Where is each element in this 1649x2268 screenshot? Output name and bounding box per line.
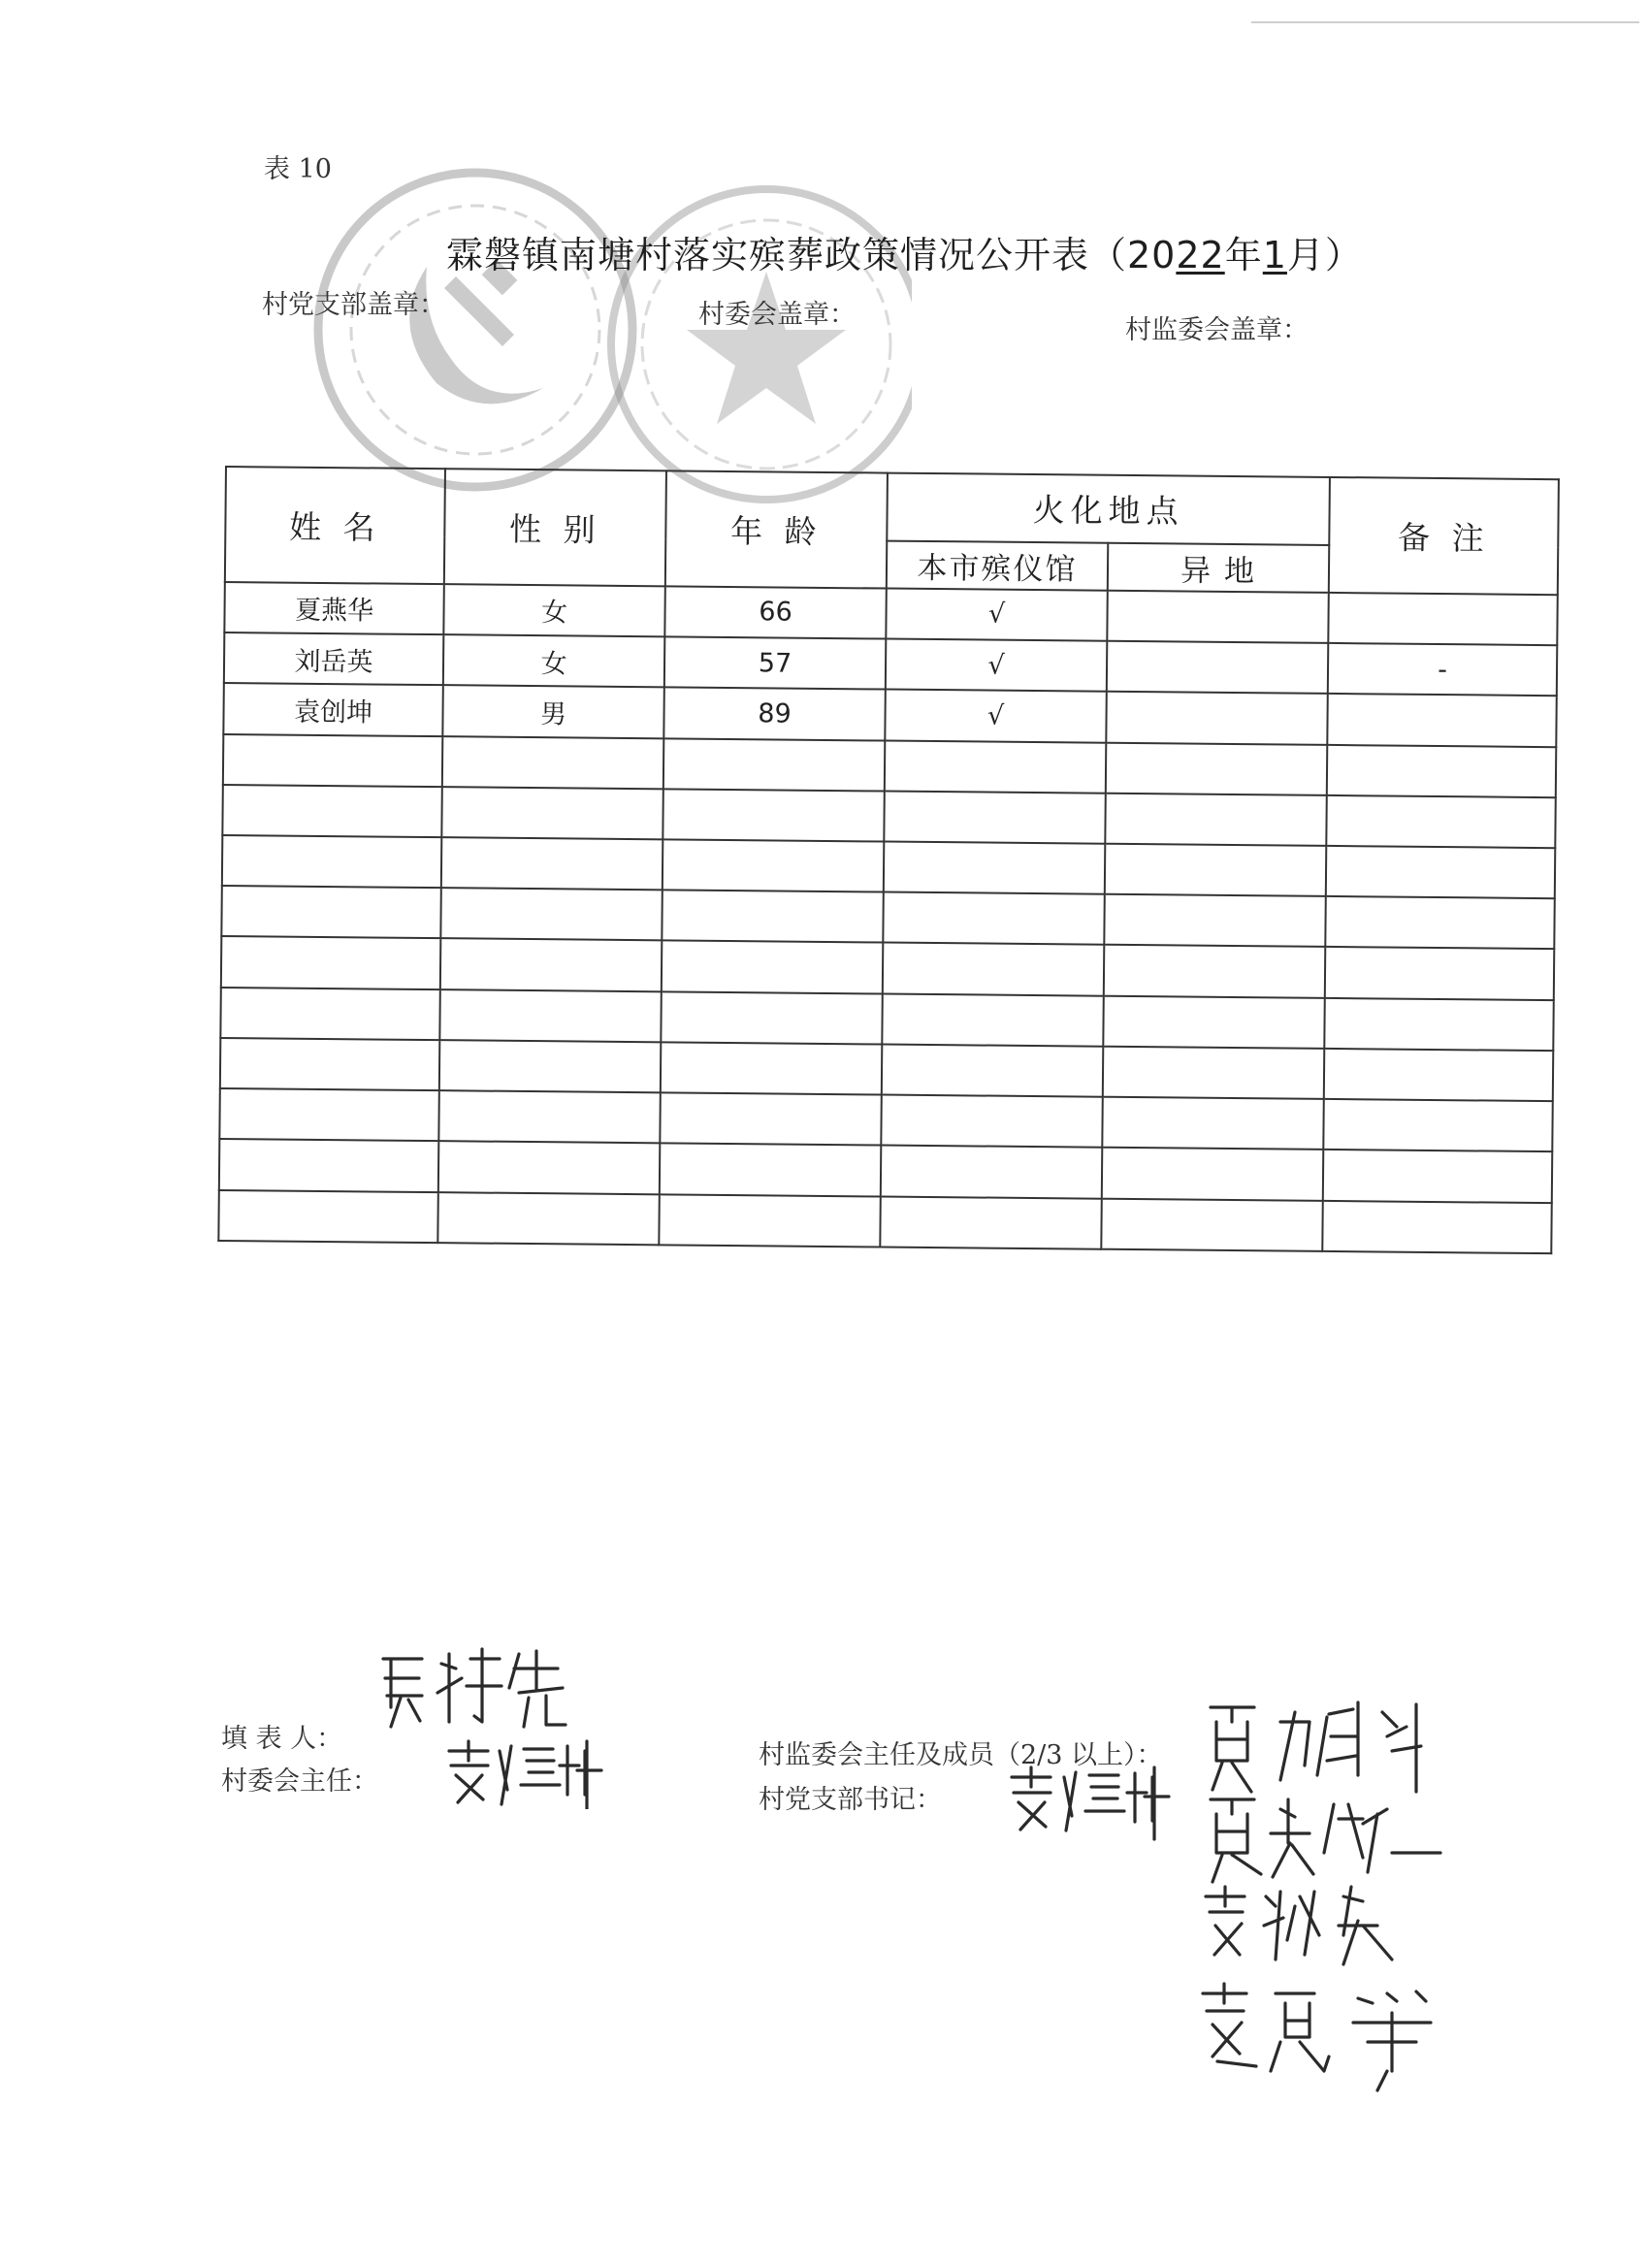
supervision-seal-label: 村监委会盖章： xyxy=(1125,315,1309,345)
cell-age: 66 xyxy=(664,586,886,638)
cell-gender xyxy=(437,1192,659,1246)
cell-other-place xyxy=(1107,591,1328,643)
cell-name xyxy=(219,1139,438,1191)
header-other-place: 异 地 xyxy=(1108,542,1329,592)
cell-gender xyxy=(438,1090,660,1143)
header-age: 年 龄 xyxy=(665,470,888,588)
cell-remarks xyxy=(1328,593,1557,645)
cell-local-funeral-home xyxy=(881,1095,1102,1148)
cell-name xyxy=(220,1038,439,1090)
committee-director-label: 村委会主任： xyxy=(221,1766,378,1797)
cell-gender xyxy=(440,888,662,940)
cell-remarks xyxy=(1322,1201,1551,1254)
cell-local-funeral-home xyxy=(883,892,1104,945)
title-year: 22 xyxy=(1176,234,1225,276)
cell-gender xyxy=(442,736,663,789)
cell-remarks xyxy=(1326,846,1555,898)
cell-local-funeral-home: √ xyxy=(886,588,1107,640)
director-signature xyxy=(441,1732,606,1809)
official-stamps xyxy=(310,160,912,509)
cell-age xyxy=(663,839,884,891)
supervision-members-label: 村监委会主任及成员（2/3 以上）： xyxy=(759,1740,1163,1770)
header-local-funeral-home: 本市殡仪馆 xyxy=(887,540,1108,590)
village-committee-seal-label: 村委会盖章： xyxy=(698,300,856,330)
cell-gender xyxy=(441,787,663,839)
cell-name xyxy=(219,1088,438,1141)
cell-other-place xyxy=(1106,742,1327,794)
cell-gender xyxy=(440,939,662,991)
cell-local-funeral-home xyxy=(884,842,1105,894)
cell-age xyxy=(661,991,882,1044)
cell-name xyxy=(223,734,442,787)
cell-other-place xyxy=(1104,945,1325,997)
cell-other-place xyxy=(1105,844,1326,896)
cell-other-place xyxy=(1106,692,1327,744)
cell-local-funeral-home xyxy=(882,1044,1103,1096)
cell-name xyxy=(221,936,440,988)
member-signature-4 xyxy=(1193,1974,1465,2100)
title-month: 1 xyxy=(1262,234,1287,276)
cell-remarks xyxy=(1325,947,1554,999)
member-signature-2 xyxy=(1203,1785,1455,1892)
cell-gender xyxy=(438,1142,660,1194)
party-branch-seal-label: 村党支部盖章： xyxy=(262,290,445,320)
cell-remarks xyxy=(1324,998,1553,1051)
cell-age xyxy=(663,738,885,791)
header-cremation-place: 火化地点 xyxy=(887,473,1330,545)
cell-local-funeral-home xyxy=(885,740,1106,793)
cell-other-place xyxy=(1105,793,1326,845)
cell-local-funeral-home: √ xyxy=(885,690,1106,742)
cell-name xyxy=(222,835,441,888)
table-number-label: 表 10 xyxy=(264,154,332,184)
cell-name xyxy=(218,1190,437,1244)
member-signature-1 xyxy=(1203,1693,1436,1799)
cell-gender xyxy=(439,989,661,1042)
cell-age xyxy=(662,891,883,943)
cell-age xyxy=(659,1194,880,1247)
filler-signature xyxy=(373,1639,587,1736)
cell-age xyxy=(660,1093,881,1146)
cell-age xyxy=(663,789,884,841)
cell-remarks: - xyxy=(1328,643,1557,696)
cell-gender xyxy=(441,837,663,890)
cell-age xyxy=(661,1042,882,1094)
cell-age: 57 xyxy=(664,636,886,689)
cell-age xyxy=(660,1144,881,1196)
cell-other-place xyxy=(1103,1047,1324,1099)
cell-local-funeral-home: √ xyxy=(886,639,1107,692)
cell-age: 89 xyxy=(663,688,885,740)
cell-other-place xyxy=(1104,894,1325,947)
cell-other-place xyxy=(1102,1148,1323,1200)
filler-label: 填 表 人： xyxy=(221,1724,343,1754)
cell-name: 袁创坤 xyxy=(223,683,442,735)
cell-other-place xyxy=(1102,1097,1323,1150)
header-name: 姓 名 xyxy=(225,467,445,584)
member-signature-3 xyxy=(1198,1877,1421,1984)
cell-local-funeral-home xyxy=(883,943,1104,995)
cell-age xyxy=(662,941,883,993)
table-body xyxy=(218,582,1557,1253)
cell-other-place xyxy=(1107,641,1328,694)
cell-gender: 女 xyxy=(443,634,664,687)
cell-remarks xyxy=(1323,1150,1552,1202)
document-title: 霖磐镇南塘村落实殡葬政策情况公开表（2022年1月） xyxy=(446,234,1363,276)
cell-other-place xyxy=(1103,995,1324,1048)
cell-remarks xyxy=(1327,694,1556,746)
cell-other-place xyxy=(1101,1198,1322,1251)
cell-remarks xyxy=(1323,1099,1552,1151)
scan-edge-line xyxy=(1251,21,1639,23)
header-gender: 性 别 xyxy=(444,469,666,586)
cell-remarks xyxy=(1327,744,1556,796)
cell-local-funeral-home xyxy=(884,791,1105,843)
cell-remarks xyxy=(1324,1049,1553,1101)
cell-gender xyxy=(439,1040,661,1092)
cell-name xyxy=(222,785,441,837)
cell-name: 刘岳英 xyxy=(224,632,443,685)
cell-remarks xyxy=(1326,795,1555,848)
cell-gender: 女 xyxy=(443,584,664,636)
cell-local-funeral-home xyxy=(880,1196,1101,1249)
cell-local-funeral-home xyxy=(881,1146,1102,1198)
cell-name xyxy=(221,886,440,938)
party-secretary-label: 村党支部书记： xyxy=(759,1785,942,1815)
party-emblem-seal xyxy=(318,173,632,487)
secretary-signature xyxy=(1004,1756,1179,1843)
cell-local-funeral-home xyxy=(882,993,1103,1046)
header-remarks: 备 注 xyxy=(1329,477,1559,595)
cell-name: 夏燕华 xyxy=(224,582,443,634)
cremation-table xyxy=(217,466,1560,1254)
cell-remarks xyxy=(1325,896,1554,949)
cell-gender: 男 xyxy=(442,685,663,737)
cell-name xyxy=(220,988,439,1040)
